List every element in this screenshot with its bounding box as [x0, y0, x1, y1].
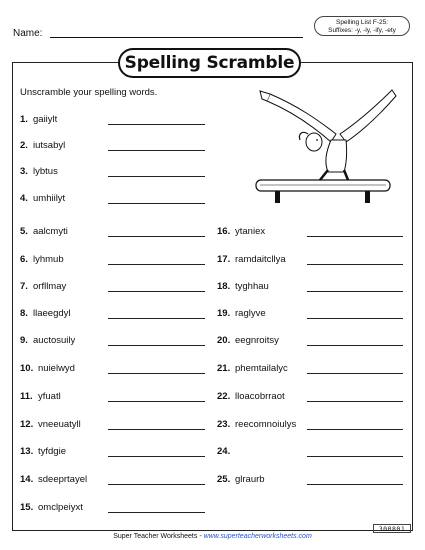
item-number: 15.: [20, 502, 34, 513]
scrambled-word: lyhmub: [33, 254, 64, 265]
item-number: 22.: [217, 391, 231, 402]
scrambled-word: auctosuily: [33, 335, 76, 346]
instructions: Unscramble your spelling words.: [20, 87, 158, 98]
item-number: 19.: [217, 308, 231, 319]
name-line[interactable]: [50, 37, 303, 38]
gymnast-illustration: [248, 82, 398, 207]
item-number: 14.: [20, 474, 34, 485]
answer-blank[interactable]: [108, 236, 205, 237]
spelling-list-badge: [314, 16, 410, 36]
footer-brand: Super Teacher Worksheets: [113, 533, 198, 540]
scrambled-word: umhiilyt: [33, 193, 66, 204]
answer-blank[interactable]: [108, 264, 205, 265]
answer-blank[interactable]: [307, 264, 403, 265]
footer-separator: -: [197, 533, 204, 540]
answer-blank[interactable]: [108, 512, 205, 513]
footer-url[interactable]: www.superteacherworksheets.com: [203, 533, 312, 540]
scrambled-word: phemtailalyc: [235, 363, 288, 374]
answer-blank[interactable]: [108, 373, 205, 374]
item-number: 10.: [20, 363, 34, 374]
answer-blank[interactable]: [307, 373, 403, 374]
item-number: 2.: [20, 140, 28, 151]
item-number: 18.: [217, 281, 231, 292]
answer-blank[interactable]: [108, 456, 205, 457]
item-number: 1.: [20, 114, 28, 125]
answer-blank[interactable]: [108, 345, 205, 346]
answer-blank[interactable]: [108, 203, 205, 204]
scrambled-word: yfuatl: [38, 391, 61, 402]
scrambled-word: ytaniex: [235, 226, 266, 237]
item-number: 5.: [20, 226, 28, 237]
item-number: 13.: [20, 446, 34, 457]
scrambled-word: glraurb: [235, 474, 265, 485]
scrambled-word: lybtus: [33, 166, 58, 177]
answer-blank[interactable]: [307, 484, 403, 485]
spelling-list-label: Spelling List F-25:: [335, 19, 389, 26]
answer-blank[interactable]: [108, 401, 205, 402]
scrambled-word: ramdaitcllya: [235, 254, 286, 265]
answer-blank[interactable]: [307, 345, 403, 346]
worksheet-code: 300801: [373, 524, 411, 533]
scrambled-word: lloacobrraot: [235, 391, 285, 402]
answer-blank[interactable]: [307, 456, 403, 457]
answer-blank[interactable]: [108, 318, 205, 319]
answer-blank[interactable]: [307, 291, 403, 292]
answer-blank[interactable]: [108, 176, 205, 177]
scrambled-word: gaiiylt: [33, 114, 58, 125]
scrambled-word: reecomnoiulys: [235, 419, 297, 430]
item-number: 23.: [217, 419, 231, 430]
item-number: 9.: [20, 335, 28, 346]
scrambled-word: eegnroitsy: [235, 335, 279, 346]
answer-blank[interactable]: [307, 318, 403, 319]
scrambled-word: raglyve: [235, 308, 266, 319]
item-number: 20.: [217, 335, 231, 346]
answer-blank[interactable]: [307, 236, 403, 237]
scrambled-word: tyghhau: [235, 281, 269, 292]
item-number: 4.: [20, 193, 28, 204]
scrambled-word: orfllmay: [33, 281, 67, 292]
answer-blank[interactable]: [307, 401, 403, 402]
item-number: 16.: [217, 226, 231, 237]
page-title: Spelling Scramble: [118, 48, 301, 78]
scrambled-word: llaeegdyl: [33, 308, 71, 319]
scrambled-word: aalcmyti: [33, 226, 68, 237]
name-label: Name:: [13, 28, 43, 39]
answer-blank[interactable]: [108, 429, 205, 430]
item-number: 3.: [20, 166, 28, 177]
item-number: 17.: [217, 254, 231, 265]
item-number: 7.: [20, 281, 28, 292]
answer-blank[interactable]: [108, 291, 205, 292]
answer-blank[interactable]: [108, 150, 205, 151]
item-number: 8.: [20, 308, 28, 319]
item-number: 12.: [20, 419, 34, 430]
scrambled-word: tyfdgie: [38, 446, 66, 457]
scrambled-word: omclpeiyxt: [38, 502, 83, 513]
scrambled-word: nuielwyd: [38, 363, 75, 374]
answer-blank[interactable]: [108, 484, 205, 485]
item-number: 24.: [217, 446, 231, 457]
item-number: 11.: [20, 391, 33, 402]
suffixes-label: Suffixes: -y, -ly, -ify, -ety: [328, 27, 396, 34]
answer-blank[interactable]: [307, 429, 403, 430]
item-number: 21.: [217, 363, 231, 374]
item-number: 25.: [217, 474, 231, 485]
scrambled-word: sdeeprtayel: [38, 474, 88, 485]
answer-blank[interactable]: [108, 124, 205, 125]
scrambled-word: vneeuatyll: [38, 419, 81, 430]
scrambled-word: iutsabyl: [33, 140, 66, 151]
item-number: 6.: [20, 254, 28, 265]
footer: [0, 533, 425, 540]
